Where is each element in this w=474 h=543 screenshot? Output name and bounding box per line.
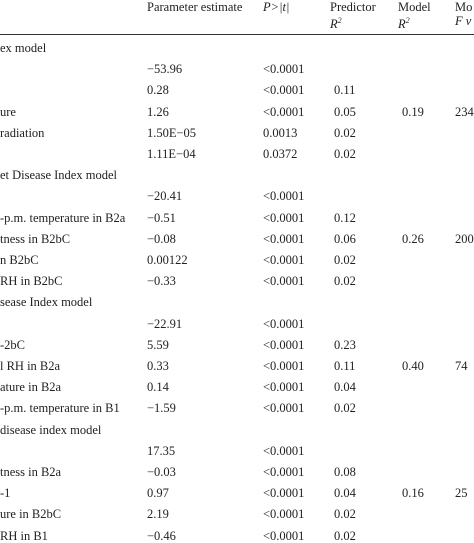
- table-cell-label: tness in B2bC: [0, 231, 71, 246]
- table-cell-pred: 0.05: [334, 104, 356, 119]
- table-cell-p: <0.0001: [263, 316, 305, 331]
- table-cell-est: −0.33: [147, 274, 176, 289]
- table-cell-label: -1: [0, 486, 11, 501]
- table-cell-est: −1.59: [147, 401, 176, 416]
- section-title: et Disease Index model: [0, 168, 117, 183]
- header-predictor-line1: Predictor: [330, 0, 376, 14]
- table-cell-label: -2bC: [0, 337, 25, 352]
- table-cell-pred: 0.02: [334, 125, 356, 140]
- table-cell-p: 0.0013: [263, 125, 298, 140]
- header-model: [398, 0, 431, 31]
- table-cell-label: ature in B2a: [0, 380, 62, 395]
- table-cell-p: <0.0001: [263, 231, 305, 246]
- header-mo-line2: [455, 14, 472, 28]
- table-cell-pred: 0.02: [334, 528, 356, 543]
- table-cell-pred: 0.11: [334, 359, 356, 373]
- table-cell-p: <0.0001: [263, 528, 305, 543]
- table-cell-p: <0.0001: [263, 380, 305, 395]
- table-cell-label: ure in B2bC: [0, 507, 62, 522]
- table-cell-p: <0.0001: [263, 507, 305, 522]
- header-mo-fv: F v: [455, 14, 472, 28]
- table-cell-label: RH in B2bC: [0, 274, 63, 289]
- table-cell-pred: 0.02: [334, 401, 356, 416]
- table-cell-mo: 25: [455, 486, 468, 501]
- table-cell-est: 0.97: [147, 486, 169, 501]
- table-cell-est: 2.19: [147, 507, 169, 522]
- table-cell-pred: 0.23: [334, 337, 356, 352]
- table-cell-p: <0.0001: [263, 359, 305, 373]
- table-cell-model: 0.19: [402, 104, 424, 119]
- table-cell-p: <0.0001: [263, 337, 305, 352]
- header-p-value: [263, 0, 289, 14]
- table-cell-model: 0.16: [402, 486, 424, 501]
- section-title: sease Index model: [0, 295, 93, 310]
- header-predictor: [330, 0, 376, 31]
- table-cell-pred: 0.06: [334, 231, 356, 246]
- table-cell-est: 1.26: [147, 104, 169, 119]
- table-cell-pred: 0.08: [334, 465, 356, 479]
- table-cell-mo: 200: [455, 231, 474, 246]
- header-model-line1: Model: [398, 0, 431, 14]
- table-cell-pred: 0.02: [334, 274, 356, 289]
- table-cell-est: 0.00122: [147, 253, 188, 267]
- table-cell-label: tness in B2a: [0, 465, 62, 479]
- table-cell-p: <0.0001: [263, 189, 305, 204]
- table-cell-pred: 0.12: [334, 210, 356, 225]
- header-predictor-line2: [330, 14, 376, 31]
- header-mo-line1: Mo: [455, 0, 473, 14]
- header-p-prefix: P>: [263, 0, 280, 14]
- header-mo: [455, 0, 472, 28]
- table-cell-p: <0.0001: [263, 274, 305, 289]
- header-model-r: R: [398, 17, 406, 32]
- table-cell-p: <0.0001: [263, 465, 305, 479]
- table-cell-pred: 0.04: [334, 486, 356, 501]
- table-cell-p: <0.0001: [263, 401, 305, 416]
- table-cell-p: 0.0372: [263, 147, 298, 161]
- table-cell-label: RH in B1: [0, 528, 48, 543]
- table-cell-p: <0.0001: [263, 486, 305, 501]
- table-cell-est: −0.51: [147, 210, 176, 225]
- section-title: ex model: [0, 41, 47, 55]
- table-cell-est: 1.50E−05: [147, 125, 197, 140]
- header-model-sup: 2: [405, 16, 410, 25]
- header-predictor-sup: 2: [337, 16, 342, 25]
- table-cell-label: -p.m. temperature in B2a: [0, 210, 126, 225]
- table-cell-est: −53.96: [147, 62, 183, 77]
- table-cell-pred: 0.02: [334, 147, 356, 161]
- header-predictor-r: R: [330, 17, 338, 32]
- table-cell-est: −22.91: [147, 316, 183, 331]
- table-cell-pred: 0.04: [334, 380, 356, 395]
- table-cell-model: 0.40: [402, 359, 424, 373]
- table-cell-est: 0.14: [147, 380, 169, 395]
- table-cell-pred: 0.11: [334, 83, 356, 98]
- table-cell-est: 0.33: [147, 359, 169, 373]
- table-cell-label: radiation: [0, 125, 45, 140]
- table-cell-est: −0.03: [147, 465, 176, 479]
- table-cell-p: <0.0001: [263, 104, 305, 119]
- table-cell-est: 5.59: [147, 337, 169, 352]
- table-cell-mo: 234: [455, 104, 474, 119]
- table-cell-label: l RH in B2a: [0, 359, 61, 373]
- table-cell-p: <0.0001: [263, 62, 305, 77]
- header-rule: [0, 34, 474, 35]
- table-cell-est: 0.28: [147, 83, 169, 98]
- table-cell-pred: 0.02: [334, 253, 356, 267]
- table-cell-p: <0.0001: [263, 253, 305, 267]
- table-cell-mo: 74: [455, 359, 468, 373]
- header-model-line2: [398, 14, 431, 31]
- table-cell-p: <0.0001: [263, 83, 305, 98]
- table-cell-est: 1.11E−04: [147, 147, 196, 161]
- table-cell-model: 0.26: [402, 231, 424, 246]
- table-cell-p: <0.0001: [263, 210, 305, 225]
- table-cell-est: −0.08: [147, 231, 176, 246]
- header-p-t: |t|: [279, 0, 290, 14]
- table-cell-est: 17.35: [147, 443, 176, 458]
- table-cell-p: <0.0001: [263, 443, 305, 458]
- table-cell-est: −20.41: [147, 189, 183, 204]
- table-cell-pred: 0.02: [334, 507, 356, 522]
- table-cell-label: ure: [0, 104, 16, 119]
- header-parameter-estimate: Parameter estimate: [147, 0, 243, 14]
- section-title: disease index model: [0, 422, 102, 437]
- table-cell-est: −0.46: [147, 528, 176, 543]
- table-cell-label: n B2bC: [0, 253, 39, 267]
- table-cell-label: -p.m. temperature in B1: [0, 401, 120, 416]
